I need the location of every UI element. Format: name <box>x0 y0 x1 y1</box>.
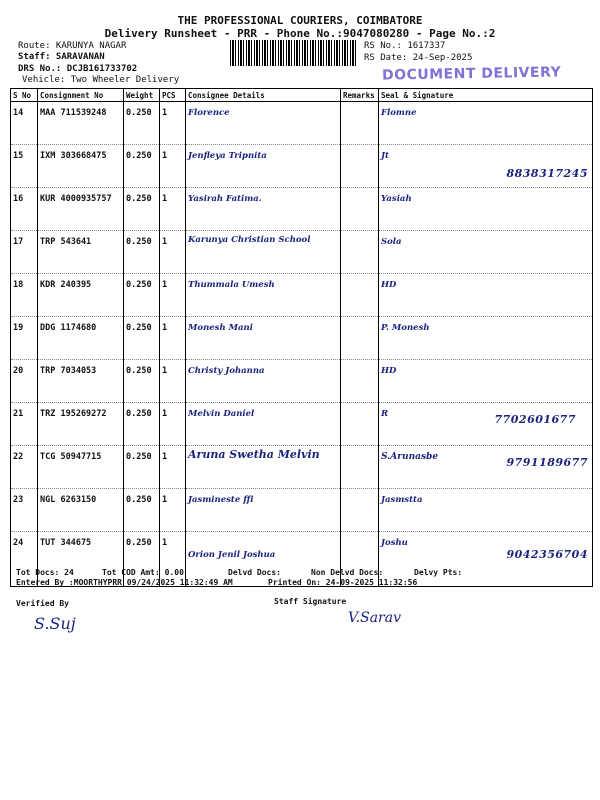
signature-text: Yasiah <box>381 194 412 204</box>
row-weight: 0.250 <box>124 145 160 188</box>
route-label: Route: KARUNYA NAGAR <box>18 41 127 51</box>
row-consignee: Yasirah Fatima. <box>186 188 341 231</box>
row-consignee: Melvin Daniel <box>186 403 341 446</box>
row-consignee: Jasmineste ffi <box>186 489 341 532</box>
row-weight: 0.250 <box>124 489 160 532</box>
row-consignment: KDR 240395 <box>38 274 124 317</box>
row-pcs: 1 <box>160 532 186 587</box>
drs-label: DRS No.: DCJB161733702 <box>18 64 138 74</box>
row-signature <box>379 188 593 231</box>
row-pcs: 1 <box>160 102 186 145</box>
row-sno: 24 <box>11 532 38 587</box>
row-consignee: Thummala Umesh <box>186 274 341 317</box>
col-pcs: PCS <box>160 89 186 102</box>
row-remarks <box>341 274 379 317</box>
document-delivery-stamp: DOCUMENT DELIVERY <box>381 64 562 84</box>
verified-signature: S.Suj <box>34 614 76 633</box>
table-row <box>11 274 593 317</box>
table-row <box>11 145 593 188</box>
row-pcs: 1 <box>160 188 186 231</box>
row-signature <box>379 403 593 446</box>
row-consignment: IXM 303668475 <box>38 145 124 188</box>
row-weight: 0.250 <box>124 188 160 231</box>
row-pcs: 1 <box>160 446 186 489</box>
row-remarks <box>341 317 379 360</box>
row-weight: 0.250 <box>124 532 160 587</box>
row-signature <box>379 446 593 489</box>
row-remarks <box>341 102 379 145</box>
phone-number: 9042356704 <box>506 548 588 561</box>
staff-signature: V.Sarav <box>348 610 401 626</box>
signature-text: Sola <box>381 237 402 247</box>
staff-label: Staff: SARAVANAN <box>18 52 105 62</box>
row-weight: 0.250 <box>124 317 160 360</box>
row-sno: 21 <box>11 403 38 446</box>
tot-cod: Tot COD Amt: 0.00 <box>102 568 184 577</box>
table-row <box>11 360 593 403</box>
row-pcs: 1 <box>160 489 186 532</box>
row-remarks <box>341 145 379 188</box>
phone-number: 8838317245 <box>506 167 588 180</box>
row-consignee: Christy Johanna <box>186 360 341 403</box>
signature-text: P. Monesh <box>381 323 430 333</box>
row-weight: 0.250 <box>124 403 160 446</box>
signature-text: Jt <box>381 151 389 161</box>
row-consignment: KUR 4000935757 <box>38 188 124 231</box>
row-sno: 20 <box>11 360 38 403</box>
table-row <box>11 489 593 532</box>
signature-text: HD <box>381 280 397 290</box>
rs-no: RS No.: 1617337 <box>364 41 446 51</box>
row-pcs: 1 <box>160 274 186 317</box>
vehicle-label: Vehicle: Two Wheeler Delivery <box>22 75 180 85</box>
row-sno: 14 <box>11 102 38 145</box>
table-row <box>11 231 593 274</box>
non-delvd-docs: Non Delvd Docs: <box>311 568 384 577</box>
row-signature <box>379 102 593 145</box>
col-consignee: Consignee Details <box>186 89 341 102</box>
entered-by: Entered By :MOORTHYPRR 09/24/2025 11:32:49 AM <box>16 578 233 587</box>
row-consignee: Jenfleya Tripnita <box>186 145 341 188</box>
row-consignee: Monesh Mani <box>186 317 341 360</box>
row-sno: 23 <box>11 489 38 532</box>
row-sno: 18 <box>11 274 38 317</box>
runsheet-subtitle: Delivery Runsheet - PRR - Phone No.:9047080280 - Page No.:2 <box>104 27 496 40</box>
signature-text: HD <box>381 366 397 376</box>
row-signature <box>379 360 593 403</box>
row-weight: 0.250 <box>124 102 160 145</box>
company-title: THE PROFESSIONAL COURIERS, COIMBATORE <box>177 14 423 27</box>
rs-date: RS Date: 24-Sep-2025 <box>364 53 473 63</box>
signature-text: S.Arunasbe <box>381 452 439 462</box>
row-consignment: TRZ 195269272 <box>38 403 124 446</box>
row-remarks <box>341 360 379 403</box>
row-sno: 15 <box>11 145 38 188</box>
row-pcs: 1 <box>160 403 186 446</box>
col-weight: Weight <box>124 89 160 102</box>
row-consignment: TRP 7034053 <box>38 360 124 403</box>
row-weight: 0.250 <box>124 446 160 489</box>
runsheet-table <box>10 88 593 587</box>
signature-text: Jasmstta <box>381 495 423 505</box>
table-header <box>11 89 593 102</box>
row-pcs: 1 <box>160 360 186 403</box>
row-consignee: Florence <box>186 102 341 145</box>
row-consignment: TRP 543641 <box>38 231 124 274</box>
row-signature <box>379 274 593 317</box>
table-row <box>11 446 593 489</box>
delvd-docs: Delvd Docs: <box>228 568 281 577</box>
phone-number: 7702601677 <box>494 413 576 426</box>
row-remarks <box>341 403 379 446</box>
row-sno: 22 <box>11 446 38 489</box>
col-sno: S No <box>11 89 38 102</box>
row-consignee: Orion Jenil Joshua <box>186 532 341 587</box>
barcode <box>230 40 358 66</box>
tot-docs: Tot Docs: 24 <box>16 568 74 577</box>
verified-by-label: Verified By <box>16 599 69 608</box>
col-remarks: Remarks <box>341 89 379 102</box>
row-sno: 19 <box>11 317 38 360</box>
col-signature: Seal & Signature <box>379 89 593 102</box>
row-consignee: Aruna Swetha Melvin <box>186 446 341 489</box>
table-row <box>11 188 593 231</box>
row-pcs: 1 <box>160 317 186 360</box>
table-row <box>11 403 593 446</box>
row-consignment: NGL 6263150 <box>38 489 124 532</box>
table-row <box>11 317 593 360</box>
signature-text: Joshu <box>381 538 408 548</box>
row-signature <box>379 145 593 188</box>
row-signature <box>379 489 593 532</box>
delvy-pts: Delvy Pts: <box>414 568 463 577</box>
row-signature <box>379 317 593 360</box>
signature-text: R <box>381 409 389 419</box>
phone-number: 9791189677 <box>506 456 588 469</box>
row-consignment: DDG 1174680 <box>38 317 124 360</box>
row-remarks <box>341 188 379 231</box>
row-consignment: TUT 344675 <box>38 532 124 587</box>
row-consignment: TCG 50947715 <box>38 446 124 489</box>
printed-on: Printed On: 24-09-2025 11:32:56 <box>268 578 418 587</box>
row-pcs: 1 <box>160 231 186 274</box>
row-weight: 0.250 <box>124 231 160 274</box>
row-remarks <box>341 231 379 274</box>
row-pcs: 1 <box>160 145 186 188</box>
row-weight: 0.250 <box>124 274 160 317</box>
row-remarks <box>341 446 379 489</box>
row-sno: 17 <box>11 231 38 274</box>
col-consignment: Consignment No <box>38 89 124 102</box>
signature-text: Flomne <box>381 108 417 118</box>
row-remarks <box>341 489 379 532</box>
row-consignee: Karunya Christian School <box>186 231 341 274</box>
staff-signature-label: Staff Signature <box>274 597 347 606</box>
row-sno: 16 <box>11 188 38 231</box>
row-consignment: MAA 711539248 <box>38 102 124 145</box>
table-row <box>11 102 593 145</box>
row-weight: 0.250 <box>124 360 160 403</box>
row-signature <box>379 231 593 274</box>
